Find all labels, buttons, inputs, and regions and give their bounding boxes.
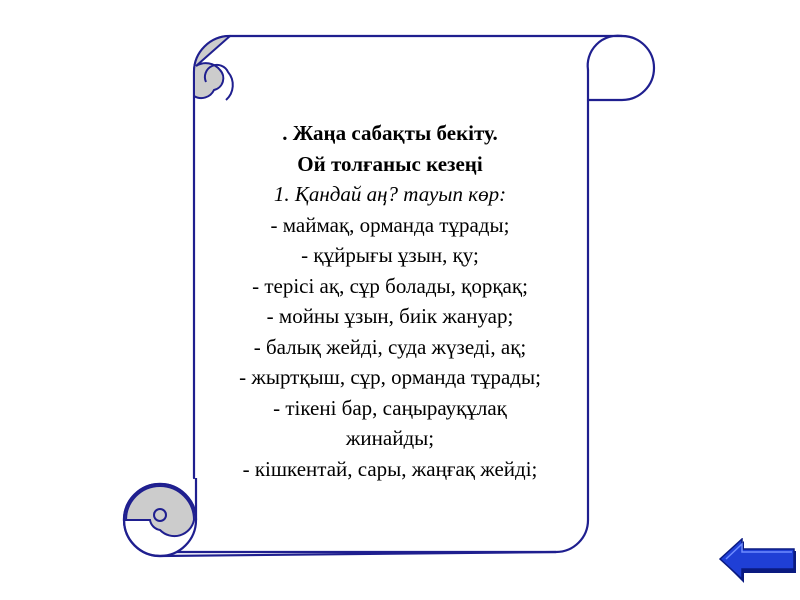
clue-line: - терісі ақ, сұр болады, қорқақ;	[252, 273, 528, 298]
question-text: 1. Қандай аң? тауып көр:	[273, 182, 507, 206]
arrow-left-icon	[718, 538, 798, 584]
clue-line: - тікені бар, саңырауқұлақ	[273, 395, 507, 420]
scroll-text	[190, 118, 590, 484]
clue-line: - жыртқыш, сұр, орманда тұрады;	[239, 365, 541, 389]
clue-line: - кішкентай, сары, жаңғақ жейді;	[242, 456, 538, 481]
clue-line: - маймақ, орманда тұрады;	[270, 212, 510, 237]
heading-line: Ой толғаныс кезеңі	[297, 151, 483, 176]
heading-line: . Жаңа сабақты бекіту.	[282, 121, 498, 145]
clue-line: - мойны ұзын, биік жануар;	[266, 304, 514, 328]
back-button[interactable]	[718, 538, 798, 584]
clue-line: - құйрығы ұзын, қу;	[301, 243, 479, 267]
clue-line: жинайды;	[345, 426, 435, 450]
clue-line: - балық жейді, суда жүзеді, ақ;	[253, 334, 527, 359]
